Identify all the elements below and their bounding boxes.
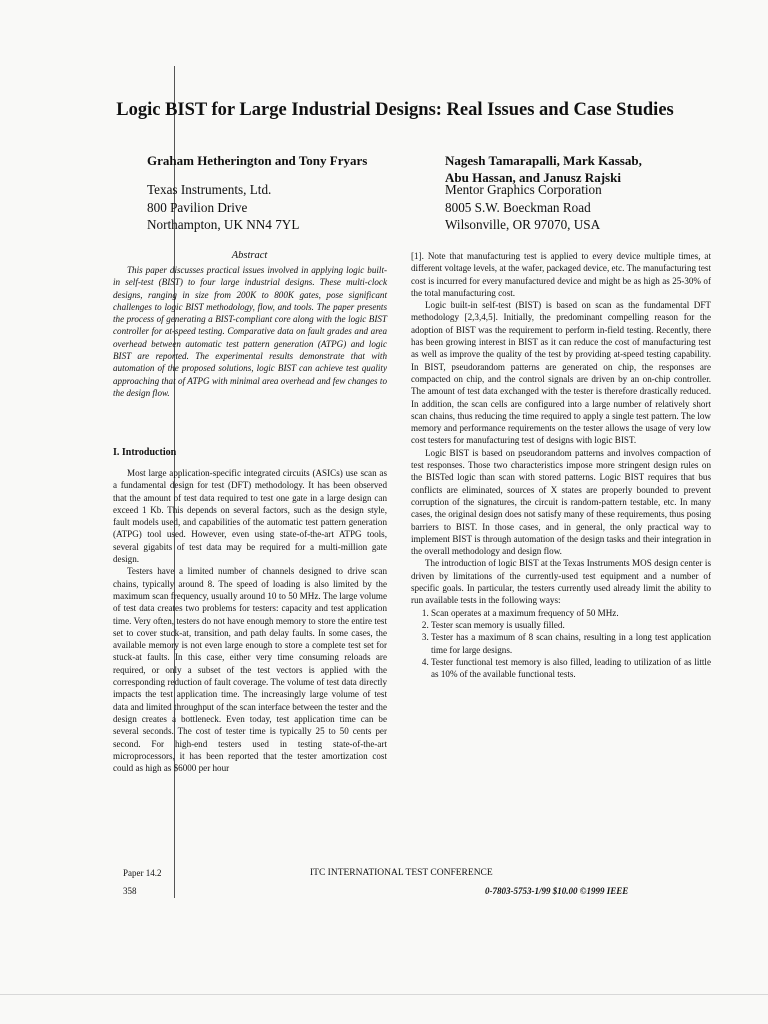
- list-item: 1. Scan operates at a maximum frequency of 50 MHz.: [431, 607, 711, 619]
- body-paragraph: Logic built-in self-test (BIST) is based on scan as the fundamental DFT methodology [2,3,4,5]. Initially, the predominant compelling reason for the adoption of BIST was the requirement to perform in-field testing. Recently, there has been growing interest in BIST as it can reduce the cost of manufacturing test as well as improve the quality of the test by providing at-speed testing capability. In BIST, pseudorandom patterns are generated on chip, the responses are compacted on chip, and the control signals are driven by an on-chip controller. The amount of test data exchanged with the tester is therefore drastically reduced. In addition, the scan cells are configured into a large number of relatively short scan chains, thus reducing the time required to apply a single test pattern. The low memory and performance requirements on the tester allows the usage of very low cost testers for manufacturing test of designs with logic BIST.: [411, 300, 711, 446]
- footer-conference: ITC INTERNATIONAL TEST CONFERENCE: [310, 868, 493, 878]
- author-line: Abu Hassan, and Janusz Rajski: [445, 170, 621, 185]
- body-paragraph: The introduction of logic BIST at the Texas Instruments MOS design center is driven by limitations of the currently-used test equipment and a number of specific goals. In particular, the testers currently used already limit the ability to run available tests in the following ways:: [411, 558, 711, 606]
- left-column-body: [113, 467, 387, 774]
- abstract-text: This paper discusses practical issues involved in applying logic built-in self-test (BIST) to four large industrial designs. These multi-clock designs, ranging in size from 200K to 800K gates, pose significant challenges to logic BIST methodology, flow, and tools. The paper presents the process of generating a BIST-compliant core along with the logic BIST controller for at-speed testing. Comparative data on fault grades and area overhead between automatic test pattern generation (ATPG) and logic BIST are reported. The experimental results demonstrate that with automation of the proposed solutions, logic BIST can achieve test quality approaching that of ATPG with minimal area overhead and few changes to the design flow.: [113, 265, 387, 398]
- footer-copyright: 0-7803-5753-1/99 $10.00 ©1999 IEEE: [485, 886, 629, 896]
- authors-left: Graham Hetherington and Tony Fryars: [147, 153, 368, 168]
- section-heading-introduction: I. Introduction: [113, 447, 177, 458]
- body-paragraph: Logic BIST is based on pseudorandom patterns and involves compaction of test responses. Those two characteristics impose more stringent design rules on the BISTed logic than scan with stored patterns. Logic BIST requires that bus conflicts are eliminated, sources of X states are properly bounded to prevent corruption of the signatures, the circuit is random-pattern testable, etc. In many cases, the original design does not satisfy many of these requirements, thus posing barriers to BIST. In those cases, and in general, the only practical way to implement BIST is through automation of the design tasks and their integration in the overall methodology and design flow.: [411, 447, 711, 557]
- author-line: Nagesh Tamarapalli, Mark Kassab,: [445, 153, 642, 168]
- affiliation-line: 8005 S.W. Boeckman Road: [445, 199, 591, 215]
- body-paragraph: [1]. Note that manufacturing test is applied to every device multiple times, at different voltage levels, at the wafer, packaged device, etc. The manufacturing test cost is incurred for every manufactured device and might be as high as 25-30% of the total manufacturing cost.: [411, 251, 711, 298]
- right-column-body: [411, 250, 711, 680]
- page-bottom-divider: [0, 994, 768, 995]
- body-paragraph: Most large application-specific integrated circuits (ASICs) use scan as a fundamental design for test (DFT) methodology. It has been observed that the amount of test data required to test one gate in a large design can exceed 1 Kb. This depends on several factors, such as the design style, fault models used, and capabilities of the automatic test pattern generation (ATPG) tool used. However, even using state-of-the-art ATPG tools, several gigabits of test data may be required for a multi-million gate design.: [113, 468, 387, 565]
- affiliation-line: Texas Instruments, Ltd.: [147, 182, 272, 197]
- abstract-heading: Abstract: [231, 250, 268, 261]
- list-item: 2. Tester scan memory is usually filled.: [431, 619, 711, 631]
- affiliation-line: Mentor Graphics Corporation: [445, 182, 602, 197]
- paper-title: Logic BIST for Large Industrial Designs: Real Issues and Case Studies: [116, 100, 674, 120]
- footer-paper-number: Paper 14.2: [123, 868, 162, 878]
- affiliation-line: Northampton, UK NN4 7YL: [147, 217, 300, 232]
- affiliation-right: [445, 181, 602, 234]
- limitations-list: [411, 607, 711, 681]
- body-paragraph: Testers have a limited number of channels designed to drive scan chains, typically around 8. The speed of loading is also limited by the maximum scan frequency, usually around 10 to 50 MHz. The large volume of test data creates two problems for testers: capacity and test application time. Very often, testers do not have enough memory to store the entire test set to cover stuck-at, transition, and path delay faults. In some cases, the available memory is not even large enough to store a complete test set for stuck-at faults. In this case, either very time consuming reloads are required, or only a subset of the test vectors is applied with the corresponding reduction of fault coverage. The volume of test data directly impacts the test application time. The increasingly large volume of test data and limited throughput of the scan interface between the tester and the design creates a bottleneck. Even today, test application time can be several seconds. The cost of tester time is typically 25 to 50 cents per second. For high-end testers used in testing state-of-the-art microprocessors, it has been reported that the tester amortization cost could as high as $6000 per hour: [113, 566, 387, 774]
- affiliation-left: [147, 181, 299, 234]
- affiliation-line: Wilsonville, OR 97070, USA: [445, 217, 601, 232]
- footer-page-number: 358: [123, 886, 137, 896]
- list-item: 3. Tester has a maximum of 8 scan chains, resulting in a long test application time for large designs.: [431, 631, 711, 656]
- affiliation-line: 800 Pavilion Drive: [147, 199, 248, 215]
- list-item: 4. Tester functional test memory is also filled, leading to utilization of as little as 10% of the available functional tests.: [431, 656, 711, 681]
